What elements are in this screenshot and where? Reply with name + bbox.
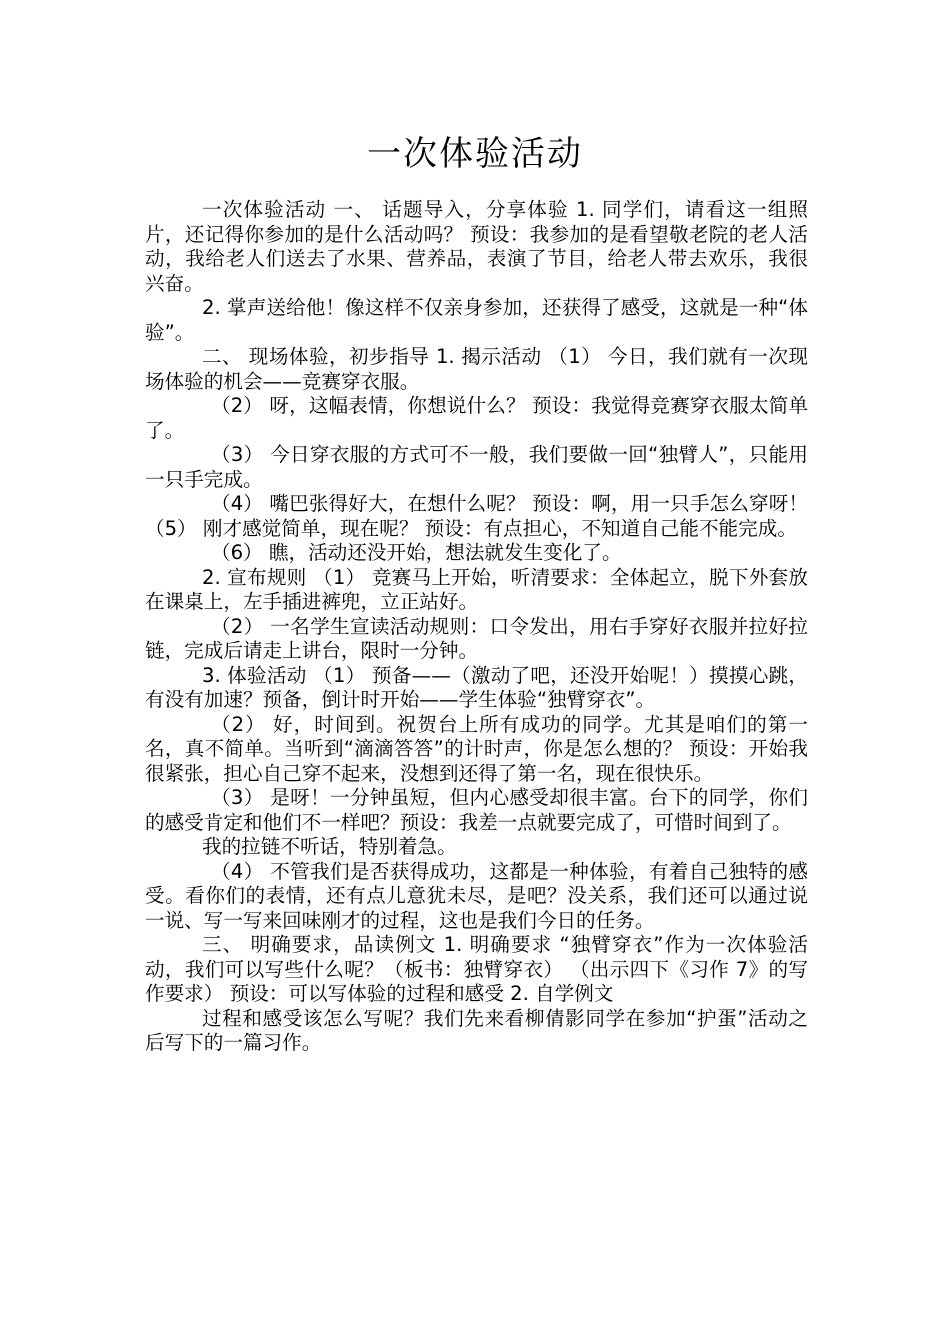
paragraph-7: （6） 瞧，活动还没开始，想法就发生变化了。 <box>211 541 622 564</box>
paragraph-15: 三、 明确要求，品读例文 1. 明确要求 “独臂穿衣”作为一次体验活动，我们可以写些什么呢？（板书：独臂穿衣） （出示四下《习作 7》的写作要求） 预设：可以写体验的过程和感受 2. 自学例文 <box>145 933 808 1005</box>
paragraph-14: （4） 不管我们是否获得成功，这都是一种体验，有着自己独特的感受。看你们的表情，还有点儿意犹未尽，是吧？没关系，我们还可以通过说一说、写一写来回味刚才的过程，这也是我们今日的任务。 <box>145 859 808 932</box>
paragraph-9: （2） 一名学生宣读活动规则：口令发出，用右手穿好衣服并拉好拉链，完成后请走上讲台，限时一分钟。 <box>145 614 808 662</box>
paragraph-3: 二、 现场体验，初步指导 1. 揭示活动 （1） 今日，我们就有一次现场体验的机会——竞赛穿衣服。 <box>145 345 808 393</box>
paragraph-1: 一次体验活动 一、 话题导入，分享体验 1. 同学们，请看这一组照片，还记得你参加的是什么活动吗？ 预设：我参加的是看望敬老院的老人活动，我给老人们送去了水果、营养品，表演了节目，给老人带去欢乐，我很兴奋。 <box>145 198 808 295</box>
paragraph-12: （3） 是呀！一分钟虽短，但内心感受却很丰富。台下的同学，你们的感受肯定和他们不一样吧？预设：我差一点就要完成了，可惜时间到了。 <box>145 786 808 834</box>
paragraph-8: 2. 宣布规则 （1） 竞赛马上开始，听清要求：全体起立，脱下外套放在课桌上，左手插进裤兜，立正站好。 <box>145 565 808 613</box>
paragraph-5: （3） 今日穿衣服的方式可不一般，我们要做一回“独臂人”，只能用一只手完成。 <box>145 443 808 491</box>
document-title: 一次体验活动 <box>367 134 583 174</box>
paragraph-13: 我的拉链不听话，特别着急。 <box>202 835 457 858</box>
paragraph-2: 2. 掌声送给他！像这样不仅亲身参加，还获得了感受，这就是一种“体验”。 <box>145 296 808 344</box>
paragraph-11: （2） 好，时间到。祝贺台上所有成功的同学。尤其是咱们的第一名，真不简单。当听到“滴滴答答”的计时声，你是怎么想的？ 预设：开始我很紧张，担心自己穿不起来，没想到还得了第一名，现在很快乐。 <box>145 712 808 785</box>
paragraph-10: 3. 体验活动 （1） 预备——（激动了吧，还没开始呢！）摸摸心跳，有没有加速？预备，倒计时开始——学生体验“独臂穿衣”。 <box>145 663 808 711</box>
paragraph-4: （2） 呀，这幅表情，你想说什么？ 预设：我觉得竞赛穿衣服太简单了。 <box>145 394 808 442</box>
document-body <box>145 198 808 1056</box>
paragraph-6: （4） 嘴巴张得好大，在想什么呢？ 预设：啊，用一只手怎么穿呀！（5） 刚才感觉简单，现在呢？ 预设：有点担心，不知道自己能不能完成。 <box>145 492 808 540</box>
paragraph-16: 过程和感受该怎么写呢？我们先来看柳倩影同学在参加“护蛋”活动之后写下的一篇习作。 <box>145 1006 808 1054</box>
